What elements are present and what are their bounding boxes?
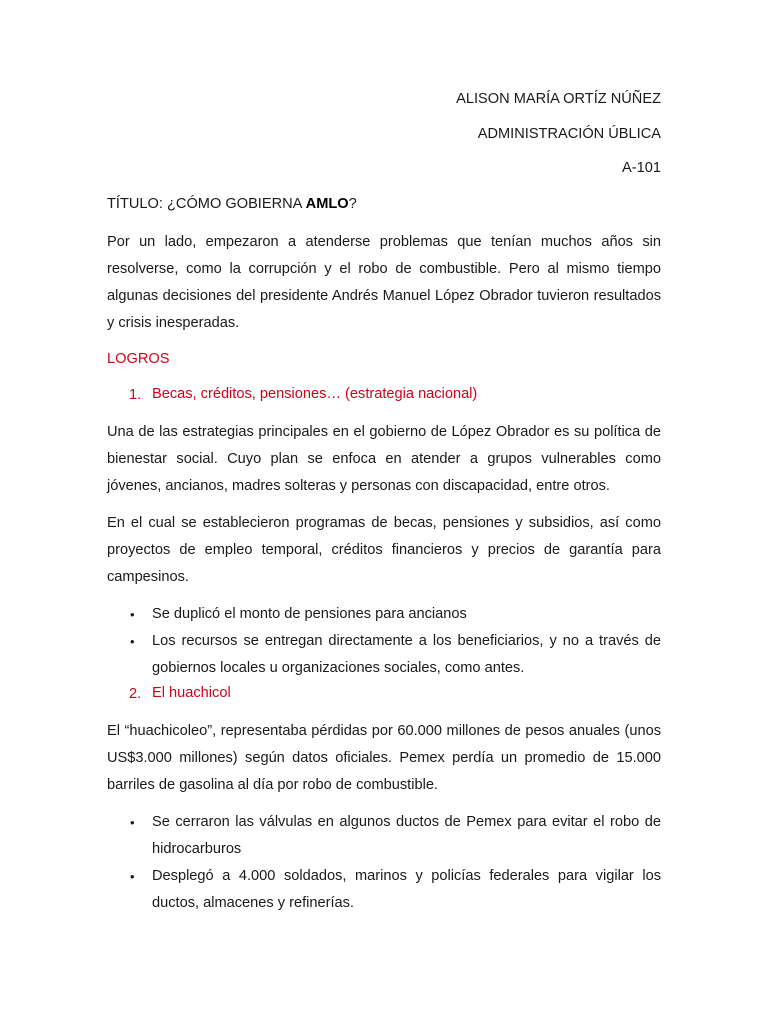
- section2-title: El huachicol: [152, 685, 231, 701]
- section1-bullet-1: Se duplicó el monto de pensiones para ancianos: [152, 606, 467, 622]
- section1-paragraph-1: Una de las estrategias principales en el gobierno de López Obrador es su política de bienestar social. Cuyo plan se enfoca en atender a grupos vulnerables como jóvenes, ancianos, madres solteras y personas con discapacidad, entre otros.: [107, 424, 661, 494]
- bullet-icon: •: [130, 869, 135, 884]
- intro-paragraph: Por un lado, empezaron a atenderse problemas que tenían muchos años sin resolverse, como la corrupción y el robo de combustible. Pero al mismo tiempo algunas decisiones del presidente Andrés Manuel López Obrador tuvieron resultados y crisis inesperadas.: [107, 234, 661, 331]
- list-number-1: 1.: [129, 387, 142, 403]
- section1-title: Becas, créditos, pensiones… (estrategia nacional): [152, 386, 478, 402]
- section2-bullet-2: Desplegó a 4.000 soldados, marinos y policías federales para vigilar los ductos, almacenes y refinerías.: [152, 868, 661, 911]
- section2-bullet-1: Se cerraron las válvulas en algunos ductos de Pemex para evitar el robo de hidrocarburos: [152, 814, 661, 857]
- subject-name: ADMINISTRACIÓN ÚBLICA: [477, 126, 661, 142]
- title-bold: AMLO: [305, 196, 349, 212]
- bullet-icon: •: [130, 815, 135, 830]
- author-name: ALISON MARÍA ORTÍZ NÚÑEZ: [456, 91, 661, 107]
- section2-paragraph-1: El “huachicoleo”, representaba pérdidas por 60.000 millones de pesos anuales (unos US$3.000 millones) según datos oficiales. Pemex perdía un promedio de 15.000 barriles de gasolina al día por robo de combustible.: [107, 723, 661, 793]
- list-number-2: 2.: [129, 686, 142, 702]
- section1-paragraph-2: En el cual se establecieron programas de becas, pensiones y subsidios, así como proyectos de empleo temporal, créditos financieros y precios de garantía para campesinos.: [107, 515, 661, 585]
- group-code: A-101: [622, 160, 661, 176]
- section1-bullet-2: Los recursos se entregan directamente a los beneficiarios, y no a través de gobiernos locales u organizaciones sociales, como antes.: [152, 633, 661, 676]
- title-prefix: TÍTULO: ¿CÓMO GOBIERNA: [107, 196, 306, 212]
- document-title: [107, 196, 661, 212]
- logros-heading: LOGROS: [107, 351, 170, 367]
- title-suffix: ?: [348, 196, 357, 212]
- bullet-icon: •: [130, 607, 135, 622]
- bullet-icon: •: [130, 634, 135, 649]
